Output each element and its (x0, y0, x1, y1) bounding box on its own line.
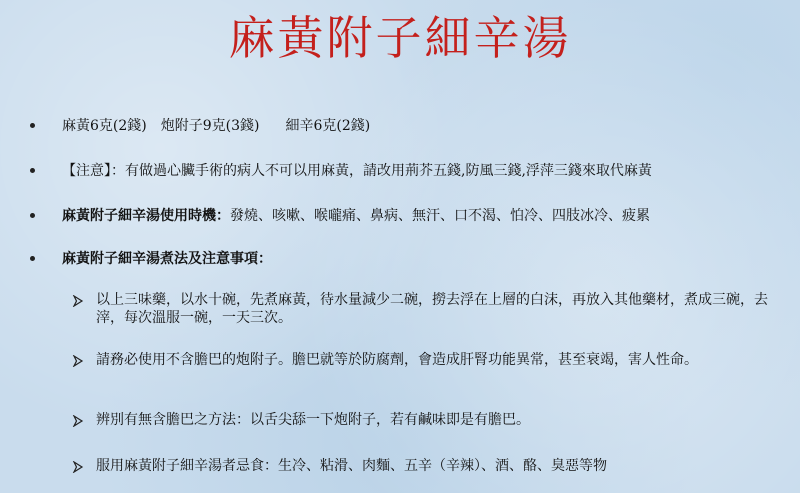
slide-title: 麻黃附子細辛湯 (228, 11, 572, 65)
usage-line (62, 206, 650, 226)
arrow-bullet-icon (72, 295, 84, 307)
usage-label: 麻黃附子細辛湯使用時機： (62, 208, 230, 224)
arrow-bullet-icon (72, 355, 84, 367)
arrow-bullet-icon (72, 461, 84, 473)
sub-item-preparation: 以上三味藥，以水十碗，先煮麻黃，待水量減少二碗，撈去浮在上層的白沫，再放入其他藥材，煮成三碗，去滓，每次溫服一碗，一天三次。 (96, 292, 768, 326)
preparation-heading: 麻黃附子細辛湯煮法及注意事項： (62, 251, 272, 267)
sub-item-diet-taboo: 服用麻黃附子細辛湯者忌食：生冷、粘滑、肉麵、五辛（辛辣）、酒、酪、臭惡等物 (96, 458, 607, 474)
sub-item-aconite-warning: 請務必使用不含膽巴的炮附子。膽巴就等於防腐劑，會造成肝腎功能異常，甚至衰竭，害人性命。 (96, 352, 698, 368)
ingredient-asarum: 細辛6克(2錢) (285, 118, 371, 134)
bullet-dot-icon (30, 256, 35, 261)
arrow-bullet-icon (72, 415, 84, 427)
ingredients-line (62, 116, 370, 136)
caution-line: 【注意】：有做過心臟手術的病人不可以用麻黃，請改用荊芥五錢,防風三錢,浮萍三錢來取代麻黃 (62, 163, 652, 179)
ingredient-ephedra: 麻黃6克(2錢) (62, 118, 147, 134)
bullet-dot-icon (30, 123, 35, 128)
ingredient-aconite: 炮附子9克(3錢) (160, 118, 260, 134)
bullet-dot-icon (30, 213, 35, 218)
sub-item-identification: 辨別有無含膽巴之方法：以舌尖舔一下炮附子，若有鹹味即是有膽巴。 (96, 412, 530, 428)
bullet-dot-icon (30, 168, 35, 173)
usage-text: 發燒、咳嗽、喉嚨痛、鼻病、無汗、口不渴、怕冷、四肢冰冷、疲累 (230, 208, 650, 224)
